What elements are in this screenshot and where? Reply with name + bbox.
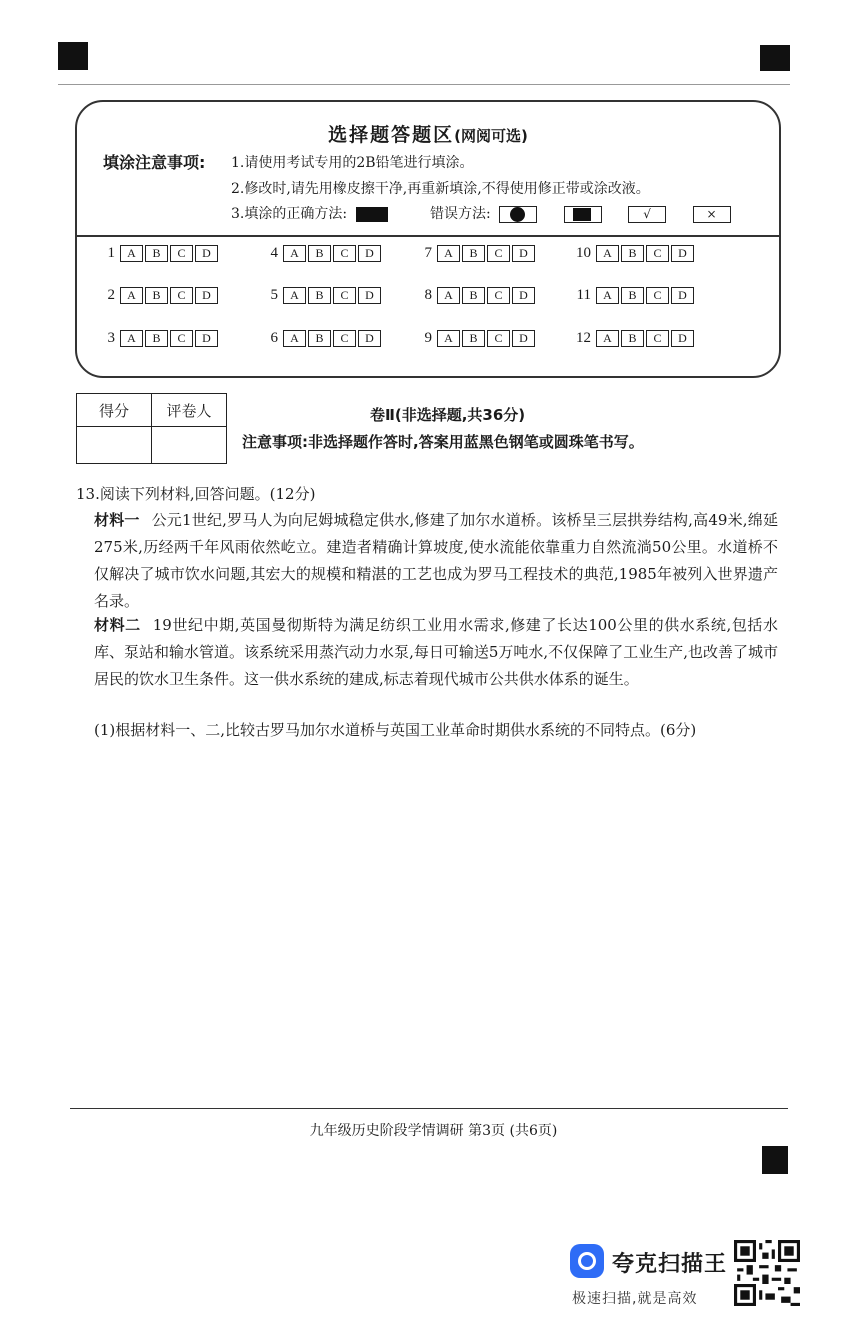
bubble-7-c[interactable]: C [487,245,510,262]
bubble-12-c[interactable]: C [646,330,669,347]
bubble-1-a[interactable]: A [120,245,143,262]
bubble-7-a[interactable]: A [437,245,460,262]
bubble-3-b[interactable]: B [145,330,168,347]
bubble-6-a[interactable]: A [283,330,306,347]
question-number: 7 [424,245,432,261]
question-2 [91,287,220,304]
bubble-9-b[interactable]: B [462,330,485,347]
bubble-3-d[interactable]: D [195,330,218,347]
answer-space[interactable] [94,750,778,1090]
bubble-4-a[interactable]: A [283,245,306,262]
question-number: 1 [107,245,115,261]
sub-question-1: (1)根据材料一、二,比较古罗马加尔水道桥与英国工业革命时期供水系统的不同特点。(6分) [94,721,697,739]
bubble-5-d[interactable]: D [358,287,381,304]
bubble-10-b[interactable]: B [621,245,644,262]
bubble-4-b[interactable]: B [308,245,331,262]
material-2-text: 19世纪中期,英国曼彻斯特为满足纺织工业用水需求,修建了长达100公里的供水系统,包括水库、泵站和输水管道。该系统采用蒸汽动力水泵,每日可输送5万吨水,不仅保障了工业生产,也改善了城市居民的饮水卫生条件。这一供水系统的建成,标志着现代城市公共供水体系的诞生。 [94,616,778,688]
question-10 [567,245,696,262]
bubble-3-a[interactable]: A [120,330,143,347]
bubble-8-a[interactable]: A [437,287,460,304]
notice-line-2: 2.修改时,请先用橡皮擦干净,再重新填涂,不得使用修正带或涂改液。 [231,181,650,197]
bubble-2-a[interactable]: A [120,287,143,304]
bubble-5-b[interactable]: B [308,287,331,304]
answer-area-divider [77,235,779,237]
bubble-7-b[interactable]: B [462,245,485,262]
question-number: 12 [576,330,591,346]
bubble-11-a[interactable]: A [596,287,619,304]
page-footer: 九年级历史阶段学情调研 第3页 (共6页) [309,1123,558,1139]
bubble-8-d[interactable]: D [512,287,535,304]
bubble-9-c[interactable]: C [487,330,510,347]
bubble-3-c[interactable]: C [170,330,193,347]
notice-line-3 [231,203,735,223]
question-number: 4 [270,245,278,261]
question-1 [91,245,220,262]
question-6 [254,330,383,347]
bubble-12-d[interactable]: D [671,330,694,347]
grader-cell[interactable] [152,427,227,464]
question-number: 8 [424,287,432,303]
wrong-method-label: 错误方法: [429,206,491,222]
question-7 [408,245,537,262]
score-cell[interactable] [77,427,152,464]
material-1-label: 材料一 [94,511,140,529]
question-number: 5 [270,287,278,303]
question-5 [254,287,383,304]
material-1-text: 公元1世纪,罗马人为向尼姆城稳定供水,修建了加尔水道桥。该桥呈三层拱券结构,高49米,绵延275米,历经两千年风雨依然屹立。建造者精确计算坡度,使水流能依靠重力自然流淌50公里。水道桥不仅解决了城市饮水问题,其宏大的规模和精湛的工艺也成为罗马工程技术的典范,1985年被列入世界遗产名录。 [94,511,778,610]
question-9 [408,330,537,347]
bubble-2-d[interactable]: D [195,287,218,304]
top-rule [58,84,790,85]
bubble-12-a[interactable]: A [596,330,619,347]
question-number: 2 [107,287,115,303]
bubble-10-a[interactable]: A [596,245,619,262]
scanner-logo-icon [570,1244,604,1278]
bubble-1-b[interactable]: B [145,245,168,262]
scanner-slogan: 极速扫描,就是高效 [572,1291,698,1307]
bubble-7-d[interactable]: D [512,245,535,262]
answer-area-title: 选择题答题区(网阅可选) [328,124,528,146]
correct-method-label: 3.填涂的正确方法: [231,206,348,222]
bubble-4-c[interactable]: C [333,245,356,262]
notice-label: 填涂注意事项: [103,153,206,172]
qr-code-icon [734,1240,800,1306]
corner-marker-top-right [760,45,790,71]
bubble-1-c[interactable]: C [170,245,193,262]
bubble-5-c[interactable]: C [333,287,356,304]
bubble-2-c[interactable]: C [170,287,193,304]
correct-fill-sample [356,207,388,222]
bubble-8-b[interactable]: B [462,287,485,304]
bubble-4-d[interactable]: D [358,245,381,262]
material-1 [94,507,778,615]
bubble-8-c[interactable]: C [487,287,510,304]
grader-label: 评卷人 [152,394,227,427]
footer-rule [70,1108,788,1109]
bubble-12-b[interactable]: B [621,330,644,347]
part2-title: 卷Ⅱ(非选择题,共36分) [370,406,526,424]
part2-note: 注意事项:非选择题作答时,答案用蓝黑色钢笔或圆珠笔书写。 [242,433,644,451]
bubble-11-d[interactable]: D [671,287,694,304]
bubble-5-a[interactable]: A [283,287,306,304]
wrong-sample-half [564,206,602,223]
wrong-sample-cross: × [693,206,731,223]
bubble-9-a[interactable]: A [437,330,460,347]
question-number: 10 [576,245,591,261]
bubble-2-b[interactable]: B [145,287,168,304]
wrong-sample-check: √ [628,206,666,223]
corner-marker-top-left [58,42,88,70]
bubble-6-d[interactable]: D [358,330,381,347]
question-number: 6 [270,330,278,346]
corner-marker-bottom-right [762,1146,788,1174]
wrong-sample-dot [499,206,537,223]
score-table [76,393,227,464]
question-8 [408,287,537,304]
bubble-11-c[interactable]: C [646,287,669,304]
bubble-11-b[interactable]: B [621,287,644,304]
question-number: 11 [576,287,591,303]
bubble-9-d[interactable]: D [512,330,535,347]
question-3 [91,330,220,347]
answer-area [75,100,781,378]
material-2 [94,612,778,693]
question-number: 9 [424,330,432,346]
bubble-1-d[interactable]: D [195,245,218,262]
question-number: 3 [107,330,115,346]
question-4 [254,245,383,262]
question-11 [567,287,696,304]
question-12 [567,330,696,347]
bubble-6-c[interactable]: C [333,330,356,347]
question-13-title: 13.阅读下列材料,回答问题。(12分) [76,485,316,503]
notice-line-1: 1.请使用考试专用的2B铅笔进行填涂。 [231,155,474,171]
bubble-10-c[interactable]: C [646,245,669,262]
scanner-brand: 夸克扫描王 [612,1252,728,1277]
score-label: 得分 [77,394,152,427]
bubble-10-d[interactable]: D [671,245,694,262]
material-2-label: 材料二 [94,616,141,634]
bubble-6-b[interactable]: B [308,330,331,347]
